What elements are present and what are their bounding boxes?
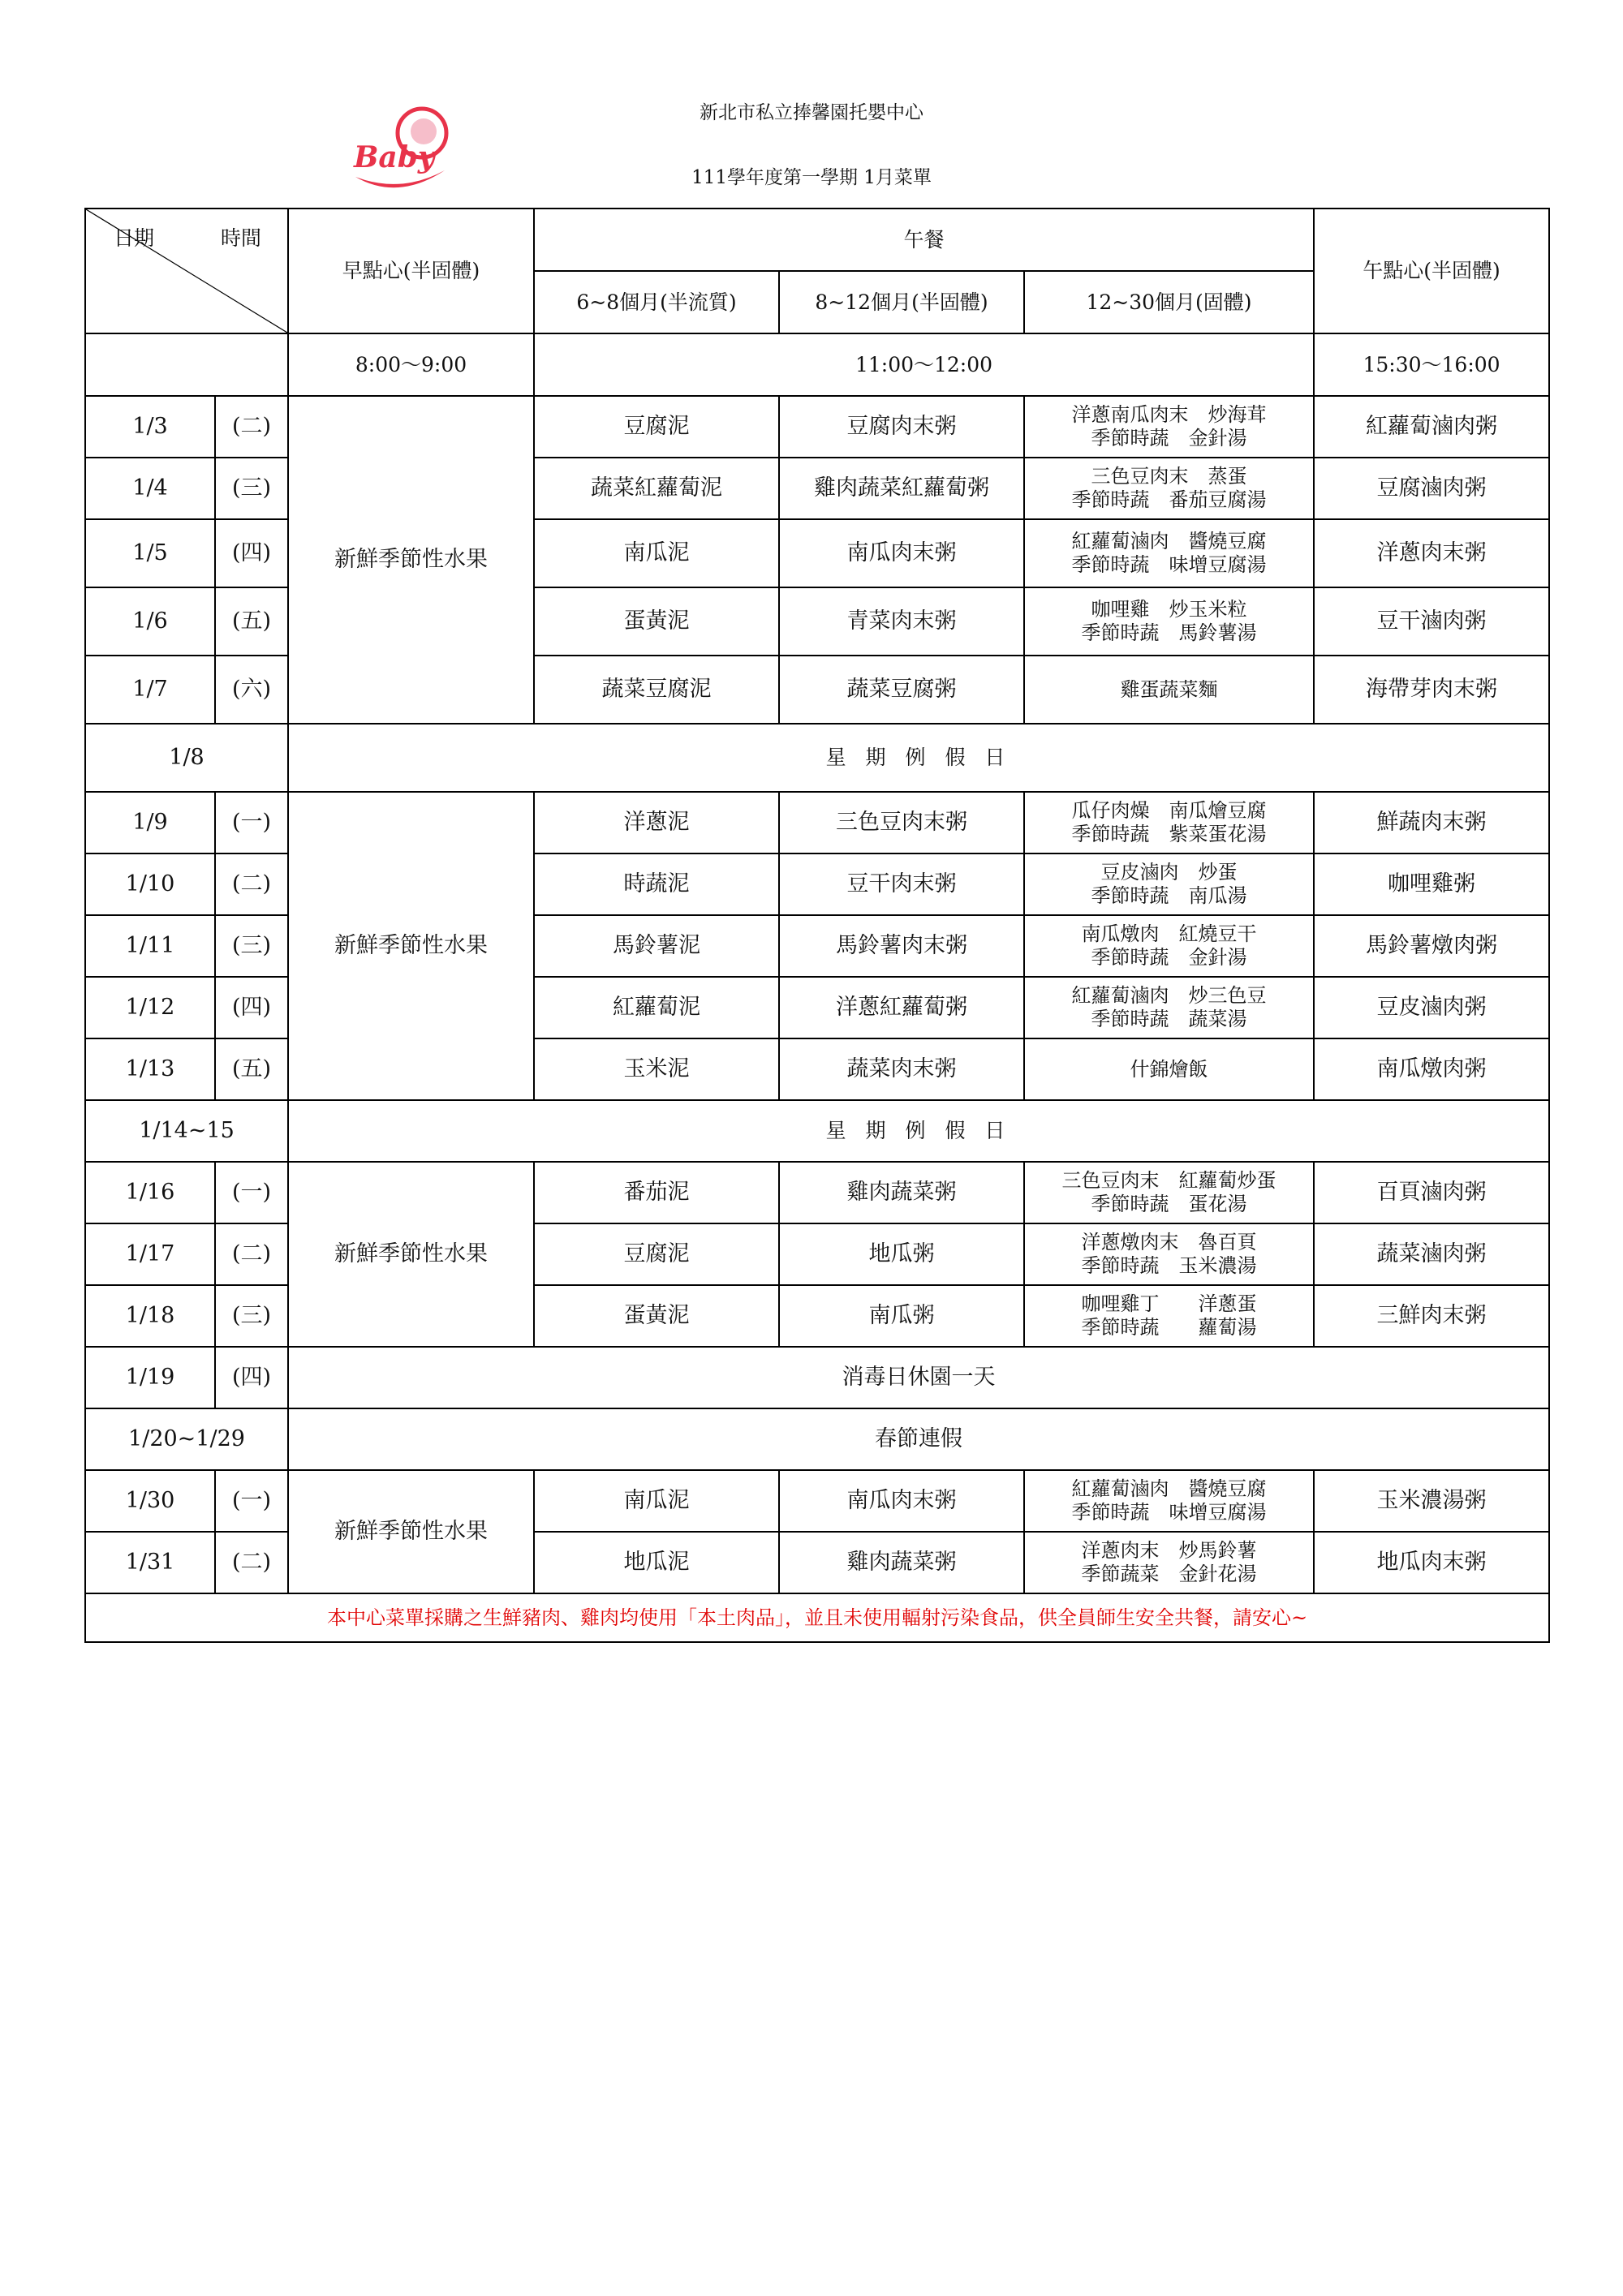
meal-8-12: 三色豆肉末粥 — [779, 792, 1024, 853]
afternoon-snack-header: 午點心(半固體) — [1314, 209, 1549, 333]
holiday-text: 星 期 例 假 日 — [288, 1100, 1549, 1162]
weekday-cell: (一) — [215, 1470, 288, 1532]
lunch-8-12-header: 8~12個月(半固體) — [779, 271, 1024, 333]
morning-time: 8:00～9:00 — [288, 333, 534, 396]
afternoon-snack: 南瓜燉肉粥 — [1314, 1038, 1549, 1100]
weekday-cell: (二) — [215, 396, 288, 458]
afternoon-snack: 豆腐滷肉粥 — [1314, 458, 1549, 519]
meal-8-12: 雞肉蔬菜粥 — [779, 1532, 1024, 1593]
meal-8-12: 蔬菜豆腐粥 — [779, 656, 1024, 724]
meal-8-12: 豆干肉末粥 — [779, 853, 1024, 915]
table-row — [85, 792, 1549, 853]
weekday-cell: (二) — [215, 1532, 288, 1593]
weekday-cell: (二) — [215, 1223, 288, 1285]
date-cell: 1/5 — [85, 519, 215, 587]
afternoon-snack: 豆干滷肉粥 — [1314, 587, 1549, 656]
date-cell: 1/13 — [85, 1038, 215, 1100]
meal-12-30: 紅蘿蔔滷肉 醬燒豆腐 季節時蔬 味增豆腐湯 — [1024, 1470, 1314, 1532]
meal-8-12: 地瓜粥 — [779, 1223, 1024, 1285]
afternoon-snack: 三鮮肉末粥 — [1314, 1285, 1549, 1347]
date-cell: 1/9 — [85, 792, 215, 853]
meal-8-12: 馬鈴薯肉末粥 — [779, 915, 1024, 977]
meal-8-12: 南瓜肉末粥 — [779, 1470, 1024, 1532]
weekday-cell: (一) — [215, 1162, 288, 1223]
table-row — [85, 1470, 1549, 1532]
afternoon-snack: 百頁滷肉粥 — [1314, 1162, 1549, 1223]
afternoon-snack: 馬鈴薯燉肉粥 — [1314, 915, 1549, 977]
meal-6-8: 地瓜泥 — [534, 1532, 779, 1593]
holiday-row — [85, 1100, 1549, 1162]
date-cell: 1/12 — [85, 977, 215, 1038]
table-row — [85, 1162, 1549, 1223]
date-cell: 1/3 — [85, 396, 215, 458]
weekday-cell: (四) — [215, 977, 288, 1038]
weekday-cell: (二) — [215, 853, 288, 915]
meal-12-30: 洋蔥南瓜肉末 炒海茸 季節時蔬 金針湯 — [1024, 396, 1314, 458]
closure-text: 消毒日休園一天 — [288, 1347, 1549, 1408]
meal-6-8: 蔬菜紅蘿蔔泥 — [534, 458, 779, 519]
lunch-6-8-header: 6~8個月(半流質) — [534, 271, 779, 333]
meal-8-12: 豆腐肉末粥 — [779, 396, 1024, 458]
meal-12-30: 三色豆肉末 蒸蛋 季節時蔬 番茄豆腐湯 — [1024, 458, 1314, 519]
meal-6-8: 蛋黃泥 — [534, 587, 779, 656]
logo-text: Baby — [354, 140, 435, 174]
date-cell: 1/7 — [85, 656, 215, 724]
meal-8-12: 南瓜肉末粥 — [779, 519, 1024, 587]
meal-12-30: 三色豆肉末 紅蘿蔔炒蛋 季節時蔬 蛋花湯 — [1024, 1162, 1314, 1223]
weekday-cell: (四) — [215, 1347, 288, 1408]
date-cell: 1/20~1/29 — [85, 1408, 288, 1470]
weekday-cell: (六) — [215, 656, 288, 724]
afternoon-snack: 咖哩雞粥 — [1314, 853, 1549, 915]
weekday-cell: (五) — [215, 587, 288, 656]
afternoon-snack: 紅蘿蔔滷肉粥 — [1314, 396, 1549, 458]
menu-table — [84, 208, 1550, 1643]
afternoon-snack: 玉米濃湯粥 — [1314, 1470, 1549, 1532]
meal-8-12: 蔬菜肉末粥 — [779, 1038, 1024, 1100]
header-diagonal-cell — [85, 209, 288, 333]
meal-6-8: 蛋黃泥 — [534, 1285, 779, 1347]
meal-8-12: 雞肉蔬菜粥 — [779, 1162, 1024, 1223]
morning-fruit-cell: 新鮮季節性水果 — [288, 1162, 534, 1347]
date-cell: 1/16 — [85, 1162, 215, 1223]
morning-fruit-cell: 新鮮季節性水果 — [288, 792, 534, 1100]
morning-fruit-cell: 新鮮季節性水果 — [288, 396, 534, 724]
footer-note: 本中心菜單採購之生鮮豬肉、雞肉均使用「本土肉品」，並且未使用輻射污染食品，供全員師生安全共餐，請安心~ — [85, 1593, 1549, 1642]
date-cell: 1/4 — [85, 458, 215, 519]
afternoon-snack: 蔬菜滷肉粥 — [1314, 1223, 1549, 1285]
table-row — [85, 396, 1549, 458]
meal-12-30: 雞蛋蔬菜麵 — [1024, 656, 1314, 724]
afternoon-snack: 地瓜肉末粥 — [1314, 1532, 1549, 1593]
morning-snack-header: 早點心(半固體) — [288, 209, 534, 333]
closure-row — [85, 1347, 1549, 1408]
footer-row — [85, 1593, 1549, 1642]
date-cell: 1/8 — [85, 724, 288, 792]
meal-6-8: 玉米泥 — [534, 1038, 779, 1100]
afternoon-snack: 豆皮滷肉粥 — [1314, 977, 1549, 1038]
afternoon-time: 15:30～16:00 — [1314, 333, 1549, 396]
meal-6-8: 南瓜泥 — [534, 1470, 779, 1532]
empty-cell — [85, 333, 288, 396]
afternoon-snack: 洋蔥肉末粥 — [1314, 519, 1549, 587]
weekday-cell: (三) — [215, 458, 288, 519]
meal-6-8: 紅蘿蔔泥 — [534, 977, 779, 1038]
holiday-row — [85, 1408, 1549, 1470]
meal-6-8: 豆腐泥 — [534, 1223, 779, 1285]
weekday-cell: (四) — [215, 519, 288, 587]
date-cell: 1/11 — [85, 915, 215, 977]
menu-title: 111學年度第一學期 1月菜單 — [691, 167, 932, 188]
lunch-time: 11:00～12:00 — [534, 333, 1314, 396]
meal-8-12: 南瓜粥 — [779, 1285, 1024, 1347]
meal-12-30: 紅蘿蔔滷肉 炒三色豆 季節時蔬 蔬菜湯 — [1024, 977, 1314, 1038]
weekday-cell: (三) — [215, 915, 288, 977]
weekday-cell: (一) — [215, 792, 288, 853]
date-cell: 1/19 — [85, 1347, 215, 1408]
meal-6-8: 蔬菜豆腐泥 — [534, 656, 779, 724]
lunch-header: 午餐 — [534, 209, 1314, 271]
meal-6-8: 豆腐泥 — [534, 396, 779, 458]
date-cell: 1/31 — [85, 1532, 215, 1593]
meal-8-12: 青菜肉末粥 — [779, 587, 1024, 656]
time-header: 時間 — [221, 226, 262, 250]
meal-6-8: 洋蔥泥 — [534, 792, 779, 853]
lunch-12-30-header: 12~30個月(固體) — [1024, 271, 1314, 333]
meal-6-8: 時蔬泥 — [534, 853, 779, 915]
meal-12-30: 豆皮滷肉 炒蛋 季節時蔬 南瓜湯 — [1024, 853, 1314, 915]
meal-6-8: 南瓜泥 — [534, 519, 779, 587]
meal-12-30: 紅蘿蔔滷肉 醬燒豆腐 季節時蔬 味增豆腐湯 — [1024, 519, 1314, 587]
date-cell: 1/10 — [85, 853, 215, 915]
holiday-text: 春節連假 — [288, 1408, 1549, 1470]
meal-8-12: 雞肉蔬菜紅蘿蔔粥 — [779, 458, 1024, 519]
date-cell: 1/17 — [85, 1223, 215, 1285]
weekday-cell: (五) — [215, 1038, 288, 1100]
meal-6-8: 馬鈴薯泥 — [534, 915, 779, 977]
meal-8-12: 洋蔥紅蘿蔔粥 — [779, 977, 1024, 1038]
date-cell: 1/14~15 — [85, 1100, 288, 1162]
meal-12-30: 咖哩雞 炒玉米粒 季節時蔬 馬鈴薯湯 — [1024, 587, 1314, 656]
holiday-text: 星 期 例 假 日 — [288, 724, 1549, 792]
afternoon-snack: 海帶芽肉末粥 — [1314, 656, 1549, 724]
meal-12-30: 洋蔥燉肉末 魯百頁 季節時蔬 玉米濃湯 — [1024, 1223, 1314, 1285]
date-header: 日期 — [114, 226, 155, 250]
afternoon-snack: 鮮蔬肉末粥 — [1314, 792, 1549, 853]
weekday-cell: (三) — [215, 1285, 288, 1347]
meal-12-30: 瓜仔肉燥 南瓜燴豆腐 季節時蔬 紫菜蛋花湯 — [1024, 792, 1314, 853]
meal-12-30: 什錦燴飯 — [1024, 1038, 1314, 1100]
holiday-row — [85, 724, 1549, 792]
org-title: 新北市私立捧馨園托嬰中心 — [700, 102, 923, 123]
meal-12-30: 南瓜燉肉 紅燒豆干 季節時蔬 金針湯 — [1024, 915, 1314, 977]
morning-fruit-cell: 新鮮季節性水果 — [288, 1470, 534, 1593]
meal-12-30: 咖哩雞丁 洋蔥蛋 季節時蔬 蘿蔔湯 — [1024, 1285, 1314, 1347]
date-cell: 1/18 — [85, 1285, 215, 1347]
date-cell: 1/30 — [85, 1470, 215, 1532]
meal-6-8: 番茄泥 — [534, 1162, 779, 1223]
meal-12-30: 洋蔥肉末 炒馬鈴薯 季節蔬菜 金針花湯 — [1024, 1532, 1314, 1593]
date-cell: 1/6 — [85, 587, 215, 656]
